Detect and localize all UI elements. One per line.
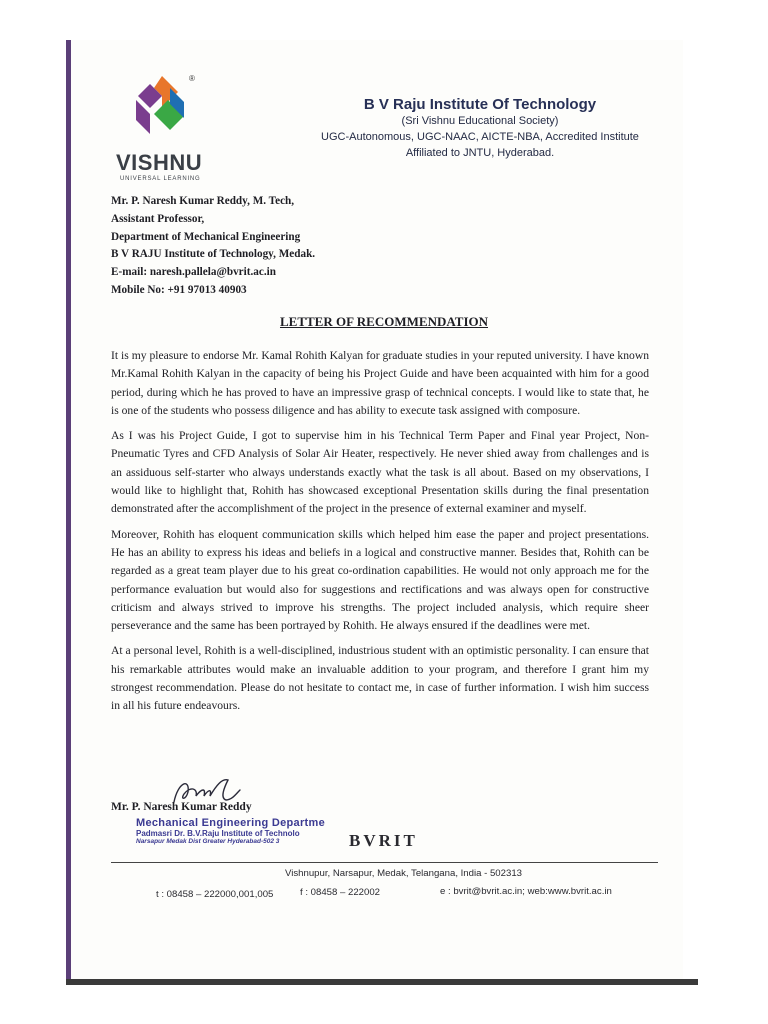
- footer-fax: f : 08458 – 222002: [300, 887, 381, 898]
- letter-paragraph: At a personal level, Rohith is a well-disciplined, industrious student with an optimistic personality. I can ensure that his remarkable attributes would make an invaluable addition to your program, and therefore I grant him my strongest recommendation. Please do not hesitate to contact me, in case of further information. I wish him success in all his future endeavours.: [111, 644, 649, 713]
- bvrit-wordmark: BVRIT: [349, 831, 418, 850]
- stamp-line: Padmasri Dr. B.V.Raju Institute of Technolo: [136, 829, 300, 838]
- author-contact-block: [111, 193, 315, 300]
- signatory-name: Mr. P. Naresh Kumar Reddy: [111, 801, 252, 813]
- letter-paragraph: Moreover, Rohith has eloquent communication skills which helped him ease the paper and project presentations. He has an ability to express his ideas and beliefs in a logical and constructive manner. Besides that, Rohith can be regarded as a great team player due to his great co-ordination capabilities. He would not only approach me for the performance evaluation but would also for suggestions and rectifications and was always open for constructive criticism and always strived to improve his strengths. The project included analysis, which require sheer perseverance and the same has been portrayed by Rohith. He always ensured if the deadlines were met.: [111, 527, 649, 633]
- logo-tagline: UNIVERSAL LEARNING: [120, 176, 201, 182]
- institution-header: [300, 96, 660, 161]
- author-email: E-mail: naresh.pallela@bvrit.ac.in: [111, 266, 276, 279]
- author-institute: B V RAJU Institute of Technology, Medak.: [111, 248, 316, 261]
- author-name: Mr. P. Naresh Kumar Reddy, M. Tech,: [111, 195, 295, 207]
- institution-name: B V Raju Institute Of Technology: [363, 96, 597, 113]
- author-mobile: Mobile No: +91 97013 40903: [111, 283, 247, 296]
- letter-paragraph: It is my pleasure to endorse Mr. Kamal Rohith Kalyan for graduate studies in your reputed university. I have known Mr.Kamal Rohith Kalyan in the capacity of being his Project Guide and have been acquainted with him for a good period, during which he has proved to have an impressive grasp of technical concepts. I would like to state that, he is one of the students who possess diligence and has ability to execute task assigned with composure.: [111, 349, 649, 417]
- institution-affiliation: Affiliated to JNTU, Hyderabad.: [405, 147, 555, 159]
- letter-body: [111, 347, 649, 723]
- institution-accreditation: UGC-Autonomous, UGC-NAAC, AICTE-NBA, Accredited Institute: [321, 131, 639, 143]
- department-stamp: [136, 817, 325, 845]
- footer-divider: [111, 862, 658, 863]
- footer-address: Vishnupur, Narsapur, Medak, Telangana, India - 502313: [285, 868, 522, 879]
- footer-email-web: e : bvrit@bvrit.ac.in; web:www.bvrit.ac.in: [440, 886, 612, 897]
- vishnu-logo-icon: [132, 74, 190, 136]
- letter-paragraph: As I was his Project Guide, I got to supervise him in his Technical Term Paper and Final year Project, Non-Pneumatic Tyres and CFD Analysis of Solar Air Heater, respectively. He never shied away from challenges and is an assiduous self-starter who always understands exactly what the task is all about. Based on my observations, I would like to highlight that, Rohith has showcased exceptional Presentation skills during the final presentation demonstrated after the accomplishment of the project in the presence of external examiner and myself.: [111, 429, 649, 516]
- letter-heading: LETTER OF RECOMMENDATION: [279, 314, 488, 329]
- stamp-line: Narsapur Medak Dist Greater Hyderabad-502 3: [136, 838, 280, 845]
- author-position: Assistant Professor,: [111, 212, 205, 225]
- page-bottom-edge: [66, 979, 698, 985]
- institution-society: (Sri Vishnu Educational Society): [401, 115, 559, 127]
- vishnu-logo: [116, 74, 228, 186]
- footer-phone: t : 08458 – 222000,001,005: [156, 889, 274, 900]
- author-department: Department of Mechanical Engineering: [111, 230, 301, 243]
- stamp-line: Mechanical Engineering Departme: [136, 817, 326, 829]
- registered-mark: ®: [189, 74, 195, 83]
- logo-brand: VISHNU: [116, 150, 203, 175]
